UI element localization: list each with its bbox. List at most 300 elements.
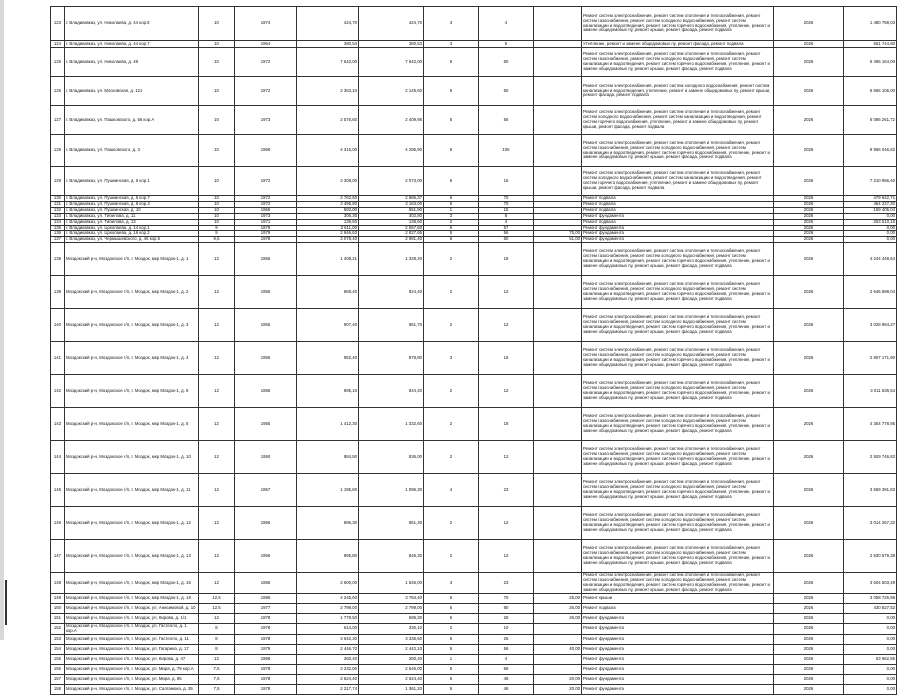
build-year-cell: 1978 (235, 623, 297, 634)
build-year-cell: 1979 (235, 644, 297, 654)
address-cell: г. Владикавказ, ул. Пушкинская, д. 5 кор.1 (65, 167, 199, 196)
table-row (51, 684, 897, 694)
build-year-cell: 1972 (235, 77, 297, 106)
row-number-cell: 156 (51, 664, 65, 674)
extra-value-cell: 51,00 (534, 237, 582, 243)
repair-works-cell: Ремонт систем электроснабжения, ремонт систем отопления и теплоснабжения, ремонт систем газоснабжения, ремонт систем холодного водоснабжения, ремонт систем канализации и водоотведения, ремонт систем горячего водоснабжения, утепление, ремонт и замене общедомовых пу, ремонт крыши, ремонт фасада, ремонт подвала (582, 540, 774, 573)
row-number-cell: 150 (51, 603, 65, 613)
extra-value-cell (534, 243, 582, 276)
repair-works-cell: Ремонт систем электроснабжения, ремонт систем отопления и теплоснабжения, ремонт систем газоснабжения, ремонт систем холодного водоснабжения, ремонт систем канализации и водоотведения, ремонт систем горячего водоснабжения, утепление, ремонт и замене общедомовых пу, ремонт крыши, ремонт фасада, ремонт подвала (582, 573, 774, 594)
repair-works-cell: Ремонт фундамента (582, 231, 774, 237)
residents-cell: 56 (479, 106, 534, 135)
repair-cost-cell: 3 014 267,32 (844, 507, 897, 540)
build-year-cell: 1978 (235, 684, 297, 694)
living-area-cell: 2 624,40 (359, 674, 424, 684)
total-area-cell: 3 642,30 (297, 634, 359, 644)
row-number-cell: 157 (51, 674, 65, 684)
row-number-cell: 151 (51, 613, 65, 623)
residents-cell: 56 (479, 644, 534, 654)
address-cell: Моздокский р-н, Моздокское г/п, г. Моздок, мкр Моздок-1, д. 13 (65, 540, 199, 573)
repair-works-cell: Ремонт систем электроснабжения, ремонт систем отопления и теплоснабжения, ремонт систем газоснабжения, ремонт систем холодного водоснабжения, ремонт систем канализации и водоотведения, ремонт систем горячего водоснабжения, утепление, ремонт и замене общедомовых пу, ремонт крыши, ремонт фасада, ремонт подвала (582, 474, 774, 507)
extra-value-cell: 20,00 (534, 684, 582, 694)
residents-cell: 23 (479, 573, 534, 594)
entrances-cell: 5 (424, 664, 479, 674)
extra-value-cell (534, 507, 582, 540)
floor-height-cell: 12 (199, 309, 235, 342)
living-area-cell: 3 784,40 (359, 593, 424, 603)
living-area-cell: 7 642,00 (359, 48, 424, 77)
repair-cost-cell: 0,00 (844, 613, 897, 623)
build-year-cell: 1971 (235, 219, 297, 225)
document-sheet (50, 6, 896, 695)
build-year-cell: 1955 (235, 408, 297, 441)
entrances-cell: 1 (424, 654, 479, 664)
address-cell: г. Владикавказ, ул. Пушкинская, д. 8 кор.3 (65, 201, 199, 207)
entrances-cell: 1 (424, 207, 479, 213)
repair-year-cell: 2026 (774, 225, 844, 231)
build-year-cell: 1978 (235, 237, 297, 243)
row-number-cell: 153 (51, 634, 65, 644)
living-area-cell: 4 295,90 (359, 135, 424, 167)
entrances-cell: 3 (424, 41, 479, 48)
floor-height-cell: 12 (199, 613, 235, 623)
total-area-cell: 2 762,60 (297, 196, 359, 202)
repair-cost-cell: 3 058 726,95 (844, 593, 897, 603)
extra-value-cell (534, 309, 582, 342)
table-row (51, 540, 897, 573)
row-number-cell: 140 (51, 309, 65, 342)
entrances-cell: 5 (424, 593, 479, 603)
entrances-cell: 6 (424, 237, 479, 243)
repair-cost-cell: 3 011 536,54 (844, 375, 897, 408)
repair-year-cell: 2026 (774, 309, 844, 342)
address-cell: Моздокский р-н, Моздокское г/п, г. Моздок, ул. Мира, д. 85 (65, 674, 199, 684)
repair-cost-cell: 159 405,04 (844, 207, 897, 213)
repair-works-cell: Ремонт фундамента (582, 613, 774, 623)
entrances-cell: 2 (424, 276, 479, 309)
address-cell: г. Владикавказ, ул. Московская, д. 121 (65, 77, 199, 106)
address-cell: Моздокский р-н, Моздокское г/п, г. Моздок, мкр Моздок-1, д. 18 (65, 593, 199, 603)
floor-height-cell: 10 (199, 196, 235, 202)
address-cell: Моздокский р-н, Моздокское г/п, г. Моздок, мкр Моздок-1, д. 4 (65, 342, 199, 375)
table-row (51, 7, 897, 41)
repair-cost-cell: 9 956 046,82 (844, 135, 897, 167)
repair-cost-cell: 430 827,52 (844, 603, 897, 613)
repair-works-cell: Ремонт систем электроснабжения, ремонт систем отопления и теплоснабжения, ремонт систем газоснабжения, ремонт систем холодного водоснабжения, ремонт систем канализации и водоотведения, ремонт систем горячего водоснабжения, утепление, ремонт и замене общедомовых пу, ремонт крыши, ремонт фасада, ремонт подвала (582, 441, 774, 474)
total-area-cell: 3 495,80 (297, 201, 359, 207)
repair-cost-cell: 3 569 391,83 (844, 474, 897, 507)
floor-height-cell: 12 (199, 540, 235, 573)
row-number-cell: 131 (51, 201, 65, 207)
total-area-cell: 2 363,10 (297, 77, 359, 106)
extra-value-cell: 26,00 (534, 613, 582, 623)
total-area-cell: 2 446,70 (297, 644, 359, 654)
address-cell: Моздокский р-н, Моздокское г/п, г. Моздок, ул. Кирова, д. 47 (65, 654, 199, 664)
repair-year-cell: 2026 (774, 684, 844, 694)
build-year-cell: 1958 (235, 654, 297, 664)
floor-height-cell: 10 (199, 207, 235, 213)
repair-cost-cell: 3 604 503,49 (844, 573, 897, 594)
extra-value-cell (534, 276, 582, 309)
residents-cell: 60 (479, 77, 534, 106)
residents-cell: 57 (479, 225, 534, 231)
repair-cost-cell: 4 354 778,95 (844, 408, 897, 441)
residents-cell: 106 (479, 135, 534, 167)
extra-value-cell (534, 573, 582, 594)
build-year-cell: 1972 (235, 48, 297, 77)
build-year-cell: 1956 (235, 375, 297, 408)
floor-height-cell: 10 (199, 106, 235, 135)
repair-cost-cell: 0,00 (844, 225, 897, 231)
repair-cost-cell: 0,00 (844, 237, 897, 243)
repair-works-cell: Ремонт подвала (582, 603, 774, 613)
repair-works-cell: Ремонт систем электроснабжения, ремонт систем отопления и теплоснабжения, ремонт систем газоснабжения, ремонт систем холодного водоснабжения, ремонт систем канализации и водоотведения, ремонт систем горячего водоснабжения, утепление, ремонт и замене общедомовых пу, ремонт крыши, ремонт фасада, ремонт подвала (582, 243, 774, 276)
floor-height-cell: 12,5 (199, 593, 235, 603)
repair-cost-cell: 0,00 (844, 684, 897, 694)
residents-cell: 18 (479, 408, 534, 441)
total-area-cell: 2 576,60 (297, 106, 359, 135)
repair-year-cell: 2026 (774, 106, 844, 135)
row-number-cell: 135 (51, 225, 65, 231)
repair-works-cell: Ремонт систем электроснабжения, ремонт систем отопления и теплоснабжения, ремонт систем газоснабжения, ремонт систем холодного водоснабжения, ремонт систем канализации и водоотведения, ремонт систем горячего водоснабжения, утепление, ремонт и замене общедомовых пу, ремонт крыши, ремонт фасада, ремонт подвала (582, 7, 774, 41)
row-number-cell: 132 (51, 207, 65, 213)
row-number-cell: 138 (51, 243, 65, 276)
floor-height-cell: 12 (199, 573, 235, 594)
entrances-cell: 5 (424, 48, 479, 77)
extra-value-cell (534, 664, 582, 674)
floor-height-cell: 10 (199, 7, 235, 41)
living-area-cell: 861,30 (359, 507, 424, 540)
address-cell: Моздокский р-н, Моздокское г/п, г. Моздок, ул. Гастелло, д. 11 (65, 634, 199, 644)
total-area-cell: 3 308,00 (297, 167, 359, 196)
address-cell: г. Владикавказ, ул. Николаева, д. 44 кор.5 (65, 7, 199, 41)
repair-cost-cell: 2 646 898,04 (844, 276, 897, 309)
total-area-cell: 139,60 (297, 219, 359, 225)
living-area-cell: 2 981,40 (359, 237, 424, 243)
build-year-cell: 1969 (235, 135, 297, 167)
residents-cell: 4 (479, 219, 534, 225)
repair-cost-cell: 0,00 (844, 623, 897, 634)
table-row (51, 507, 897, 540)
repair-cost-cell: 1 480 759,03 (844, 7, 897, 41)
living-area-cell: 380,53 (359, 41, 424, 48)
extra-value-cell (534, 375, 582, 408)
living-area-cell: 824,40 (359, 276, 424, 309)
living-area-cell: 2 145,60 (359, 77, 424, 106)
residents-cell: 66 (479, 664, 534, 674)
row-number-cell: 145 (51, 474, 65, 507)
build-year-cell: 1978 (235, 664, 297, 674)
row-number-cell: 123 (51, 7, 65, 41)
total-area-cell: 2 946,63 (297, 231, 359, 237)
living-area-cell: 2 442,10 (359, 644, 424, 654)
repair-year-cell: 2026 (774, 507, 844, 540)
row-number-cell: 144 (51, 441, 65, 474)
repair-year-cell: 2026 (774, 243, 844, 276)
living-area-cell: 695,30 (359, 613, 424, 623)
floor-height-cell: 9 (199, 231, 235, 237)
table-row (51, 664, 897, 674)
extra-value-cell (534, 48, 582, 77)
row-number-cell: 136 (51, 231, 65, 237)
living-area-cell: 2 646,00 (359, 664, 424, 674)
build-year-cell: 1973 (235, 106, 297, 135)
total-area-cell: 884,50 (297, 441, 359, 474)
table-row (51, 474, 897, 507)
extra-value-cell (534, 654, 582, 664)
table-row (51, 654, 897, 664)
repair-cost-cell: 561 744,80 (844, 41, 897, 48)
total-area-cell: 260,40 (297, 654, 359, 664)
repair-cost-cell: 0,00 (844, 634, 897, 644)
floor-height-cell: 10 (199, 219, 235, 225)
row-number-cell: 139 (51, 276, 65, 309)
residents-cell: 16 (479, 342, 534, 375)
residents-cell: 23 (479, 474, 534, 507)
entrances-cell: 5 (424, 634, 479, 644)
address-cell: г. Владикавказ, ул. Николаева, д. 48 (65, 48, 199, 77)
total-area-cell: 3 232,00 (297, 664, 359, 674)
total-area-cell: 952,40 (297, 342, 359, 375)
repair-cost-cell: 6 665 106,00 (844, 77, 897, 106)
repair-works-cell: Ремонт фундамента (582, 623, 774, 634)
floor-height-cell: 12 (199, 474, 235, 507)
repair-works-cell: Ремонт крыши (582, 593, 774, 603)
floor-height-cell: 10 (199, 167, 235, 196)
address-cell: Моздокский р-н, Моздокское г/п, г. Моздок, ул. Кирова, д. 1/1 (65, 613, 199, 623)
repair-year-cell: 2026 (774, 167, 844, 196)
table-row (51, 106, 897, 135)
entrances-cell: 6 (424, 167, 479, 196)
living-area-cell: 1 546,00 (359, 573, 424, 594)
entrances-cell: 2 (424, 408, 479, 441)
address-cell: Моздокский р-н, Моздокское г/п, г. Моздок, ул. Салганюка, д. 35 (65, 684, 199, 694)
table-row (51, 41, 897, 48)
floor-height-cell: 12 (199, 243, 235, 276)
address-cell: Моздокский р-н, Моздокское г/п, г. Моздок, мкр Моздок-1, д. 5 (65, 408, 199, 441)
entrances-cell: 3 (424, 573, 479, 594)
floor-height-cell: 12 (199, 441, 235, 474)
address-cell: г. Владикавказ, ул. Пашковского, д. 56 кор.А (65, 106, 199, 135)
build-year-cell: 1964 (235, 41, 297, 48)
residents-cell: 12 (479, 375, 534, 408)
total-area-cell: 868,40 (297, 276, 359, 309)
repair-year-cell: 2026 (774, 7, 844, 41)
entrances-cell: 5 (424, 613, 479, 623)
row-number-cell: 152 (51, 623, 65, 634)
address-cell: Моздокский р-н, Моздокское г/п, г. Моздок, ул. Гастелло, д. 1 кор.А (65, 623, 199, 634)
total-area-cell: 3 078,40 (297, 237, 359, 243)
residents-cell: 12 (479, 540, 534, 573)
repair-works-cell: Ремонт подвала (582, 219, 774, 225)
address-cell: г. Владикавказ, ул. Пушкинская, д. 5 кор.7 (65, 196, 199, 202)
repair-year-cell: 2026 (774, 644, 844, 654)
row-number-cell: 129 (51, 167, 65, 196)
repair-works-cell: Ремонт систем электроснабжения, ремонт систем холодного водоснабжения, ремонт систем канализации и водоотведения, утепление, ремонт и замене общедомовых пу, ремонт крыши, ремонт фасада, ремонт подвала (582, 77, 774, 106)
floor-height-cell: 7,5 (199, 674, 235, 684)
total-area-cell: 2 217,74 (297, 684, 359, 694)
living-area-cell: 2 827,65 (359, 231, 424, 237)
row-number-cell: 137 (51, 237, 65, 243)
total-area-cell: 896,30 (297, 507, 359, 540)
total-area-cell: 380,53 (297, 41, 359, 48)
row-number-cell: 142 (51, 375, 65, 408)
table-row (51, 276, 897, 309)
living-area-cell: 1 361,20 (359, 684, 424, 694)
entrances-cell: 3 (424, 7, 479, 41)
table-row (51, 135, 897, 167)
repair-works-cell: Ремонт систем электроснабжения, ремонт систем отопления и теплоснабжения, ремонт систем холодного водоснабжения, ремонт систем канализации и водоотведения, ремонт систем горячего водоснабжения, утепление, ремонт и замене общедомовых пу, ремонт крыши, ремонт фасада, ремонт подвала (582, 106, 774, 135)
repair-year-cell: 2026 (774, 603, 844, 613)
entrances-cell: 5 (424, 106, 479, 135)
residents-cell: 16 (479, 167, 534, 196)
floor-height-cell: 10 (199, 41, 235, 48)
build-year-cell: 1978 (235, 613, 297, 623)
entrances-cell: 6 (424, 196, 479, 202)
residents-cell: 70 (479, 593, 534, 603)
repair-cost-cell: 53 962,55 (844, 654, 897, 664)
repair-year-cell: 2026 (774, 474, 844, 507)
repair-works-cell: Ремонт фундамента (582, 664, 774, 674)
living-area-cell: 846,30 (359, 540, 424, 573)
total-area-cell: 593,00 (297, 207, 359, 213)
living-area-cell: 139,60 (359, 219, 424, 225)
total-area-cell: 614,00 (297, 623, 359, 634)
address-cell: г. Владикавказ, ул. Цоколаева, д. 16 кор.2 (65, 231, 199, 237)
repair-year-cell: 2026 (774, 408, 844, 441)
repair-works-cell: Ремонт систем электроснабжения, ремонт систем отопления и теплоснабжения, ремонт систем газоснабжения, ремонт систем холодного водоснабжения, ремонт систем канализации и водоотведения, ремонт систем горячего водоснабжения, утепление, ремонт и замене общедомовых пу, ремонт крыши, ремонт фасада, ремонт подвала (582, 48, 774, 77)
table-row (51, 674, 897, 684)
repair-cost-cell: 253 510,15 (844, 219, 897, 225)
residents-cell: 60 (479, 48, 534, 77)
repair-cost-cell: 3 029 984,27 (844, 309, 897, 342)
row-number-cell: 130 (51, 196, 65, 202)
total-area-cell: 1 195,60 (297, 474, 359, 507)
entrances-cell: 3 (424, 342, 479, 375)
entrances-cell: 5 (424, 644, 479, 654)
extra-value-cell: 20,00 (534, 674, 582, 684)
living-area-cell: 2 686,37 (359, 196, 424, 202)
total-area-cell: 7 642,00 (297, 48, 359, 77)
extra-value-cell (534, 623, 582, 634)
entrances-cell: 4 (424, 474, 479, 507)
repair-cost-cell: 0,00 (844, 213, 897, 219)
total-area-cell: 2 799,00 (297, 603, 359, 613)
table-row (51, 644, 897, 654)
repair-year-cell: 2026 (774, 135, 844, 167)
total-area-cell: 306,30 (297, 213, 359, 219)
floor-height-cell: 8 (199, 623, 235, 634)
residents-cell: 4 (479, 654, 534, 664)
table-row (51, 623, 897, 634)
row-number-cell: 125 (51, 48, 65, 77)
floor-height-cell: 12 (199, 507, 235, 540)
row-number-cell: 149 (51, 593, 65, 603)
build-year-cell: 1956 (235, 540, 297, 573)
repair-works-cell: Ремонт фундамента (582, 684, 774, 694)
entrances-cell: 5 (424, 77, 479, 106)
living-area-cell: 2 799,00 (359, 603, 424, 613)
extra-value-cell: 75,00 (534, 231, 582, 237)
repair-cost-cell: 6 495 164,00 (844, 48, 897, 77)
address-cell: Моздокский р-н, Моздокское г/п, г. Моздок, ул. Гагарина, д. 17 (65, 644, 199, 654)
extra-value-cell (534, 77, 582, 106)
living-area-cell: 3 335,60 (359, 634, 424, 644)
residents-cell: 10 (479, 623, 534, 634)
extra-value-cell (534, 408, 582, 441)
extra-value-cell: 25,00 (534, 593, 582, 603)
floor-height-cell: 12 (199, 342, 235, 375)
build-year-cell: 1957 (235, 474, 297, 507)
repair-year-cell: 2026 (774, 201, 844, 207)
row-number-cell: 127 (51, 106, 65, 135)
total-area-cell: 1 408,21 (297, 243, 359, 276)
scan-edge (0, 0, 4, 640)
extra-value-cell (534, 7, 582, 41)
entrances-cell: 5 (424, 603, 479, 613)
floor-height-cell: 10 (199, 77, 235, 106)
repair-year-cell: 2026 (774, 196, 844, 202)
residents-cell: 12 (479, 441, 534, 474)
entrances-cell: 5 (424, 684, 479, 694)
living-area-cell: 330,10 (359, 623, 424, 634)
living-area-cell: 424,70 (359, 7, 424, 41)
build-year-cell: 1956 (235, 573, 297, 594)
repair-works-cell: Ремонт систем электроснабжения, ремонт систем отопления и теплоснабжения, ремонт систем газоснабжения, ремонт систем холодного водоснабжения, ремонт систем канализации и водоотведения, ремонт систем горячего водоснабжения, утепление, ремонт и замене общедомовых пу, ремонт крыши, ремонт фасада, ремонт подвала (582, 507, 774, 540)
repair-cost-cell: 479 642,71 (844, 196, 897, 202)
floor-height-cell: 9,5 (199, 237, 235, 243)
build-year-cell: 1973 (235, 213, 297, 219)
repair-year-cell: 2026 (774, 573, 844, 594)
extra-value-cell (534, 441, 582, 474)
address-cell: Моздокский р-н, Моздокское г/п, г. Моздок, мкр Моздок-1, д. 16 (65, 573, 199, 594)
repair-cost-cell: 4 244 448,64 (844, 243, 897, 276)
repair-year-cell: 2026 (774, 634, 844, 644)
row-number-cell: 147 (51, 540, 65, 573)
extra-value-cell (534, 167, 582, 196)
entrances-cell: 2 (424, 219, 479, 225)
living-area-cell: 851,70 (359, 309, 424, 342)
repair-year-cell: 2026 (774, 231, 844, 237)
table-row (51, 603, 897, 613)
build-year-cell: 1977 (235, 603, 297, 613)
repair-works-cell: Ремонт фундамента (582, 634, 774, 644)
repair-cost-cell: 0,00 (844, 231, 897, 237)
extra-value-cell: 26,00 (534, 603, 582, 613)
residents-cell: 26 (479, 613, 534, 623)
address-cell: г. Владикавказ, ул. Чермышевского, д. 46 кор.5 (65, 237, 199, 243)
repair-year-cell: 2026 (774, 342, 844, 375)
repair-year-cell: 2026 (774, 613, 844, 623)
address-cell: г. Владикавказ, ул. Пушкинская, д. 10 (65, 207, 199, 213)
table-row (51, 77, 897, 106)
row-number-cell: 146 (51, 507, 65, 540)
floor-height-cell: 8 (199, 634, 235, 644)
floor-height-cell: 7,5 (199, 664, 235, 674)
floor-height-cell: 8 (199, 644, 235, 654)
residents-cell: 70 (479, 196, 534, 202)
entrances-cell: 2 (424, 623, 479, 634)
repair-year-cell: 2026 (774, 213, 844, 219)
repair-works-cell: Ремонт фундамента (582, 213, 774, 219)
row-number-cell: 134 (51, 219, 65, 225)
repair-cost-cell: 0,00 (844, 674, 897, 684)
table-body (51, 7, 897, 695)
address-cell: Моздокский р-н, Моздокское г/п, г. Моздок, мкр Моздок-1, д. 3 (65, 309, 199, 342)
entrances-cell: 5 (424, 135, 479, 167)
row-number-cell: 128 (51, 135, 65, 167)
entrances-cell: 3 (424, 213, 479, 219)
